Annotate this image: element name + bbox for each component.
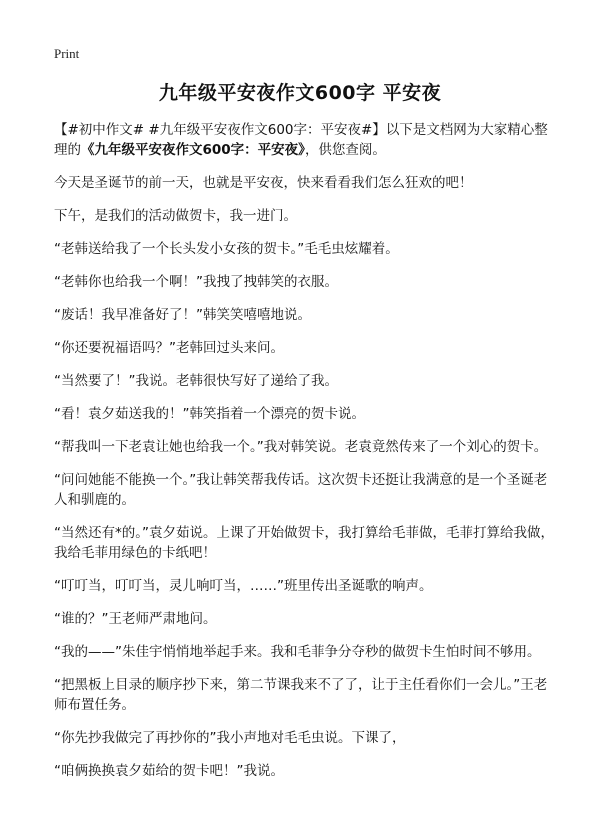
document-title: 九年级平安夜作文600字 平安夜 <box>158 82 442 104</box>
paragraph-3: “老韩送给我了一个长头发小女孩的贺卡。”毛毛虫炫耀着。 <box>54 241 399 257</box>
paragraph-15: “把黑板上目录的顺序抄下来，第二节课我来不了了，让于主任看你们一会儿。”王老师布置任务。 <box>54 677 548 713</box>
intro-text-end: ，供您查阅。 <box>304 142 386 158</box>
paragraph-1: 今天是圣诞节的前一天，也就是平安夜，快来看看我们怎么狂欢的吧！ <box>54 175 473 191</box>
paragraph-2: 下午，是我们的活动做贺卡，我一进门。 <box>54 208 297 224</box>
paragraph-7: “当然要了！”我说。老韩很快写好了递给了我。 <box>54 373 338 389</box>
intro-tags: 【#初中作文# #九年级平安夜作文600字：平安夜#】 <box>54 122 386 138</box>
paragraph-11: “当然还有*的。”袁夕茹说。上课了开始做贺卡，我打算给毛菲做，毛菲打算给我做，我给毛菲用绿色的卡纸吧！ <box>54 525 554 561</box>
paragraph-4: “老韩你也给我一个啊！”我拽了拽韩笑的衣服。 <box>54 274 338 290</box>
paragraph-13: “谁的？”王老师严肃地问。 <box>54 611 217 627</box>
paragraph-14: “我的——”朱佳宇悄悄地举起手来。我和毛菲争分夺秒的做贺卡生怕时间不够用。 <box>54 644 541 660</box>
intro-paragraph <box>54 120 554 160</box>
intro-text: 以下是文档网为大家精心整理的 <box>54 122 548 158</box>
paragraph-10: “问问她能不能换一个。”我让韩笑帮我传话。这次贺卡还挺让我满意的是一个圣诞老人和驯鹿的。 <box>54 472 548 508</box>
paragraph-5: “废话！我早准备好了！”韩笑笑嘻嘻地说。 <box>54 307 311 323</box>
paragraph-17: “咱俩换换袁夕茹给的贺卡吧！”我说。 <box>54 763 284 779</box>
article-body <box>54 120 554 781</box>
paragraph-6: “你还要祝福语吗？”老韩回过头来问。 <box>54 340 284 356</box>
print-link[interactable]: Print <box>54 46 80 61</box>
paragraph-16: “你先抄我做完了再抄你的”我小声地对毛毛虫说。下课了， <box>54 730 406 746</box>
paragraph-9: “帮我叫一下老袁让她也给我一个。”我对韩笑说。老袁竟然传来了一个刘心的贺卡。 <box>54 439 548 455</box>
intro-book-title: 《九年级平安夜作文600字：平安夜》 <box>81 142 305 158</box>
paragraph-8: “看！袁夕茹送我的！”韩笑指着一个漂亮的贺卡说。 <box>54 406 365 422</box>
paragraph-12: “叮叮当，叮叮当，灵儿响叮当，……”班里传出圣诞歌的响声。 <box>54 578 433 594</box>
